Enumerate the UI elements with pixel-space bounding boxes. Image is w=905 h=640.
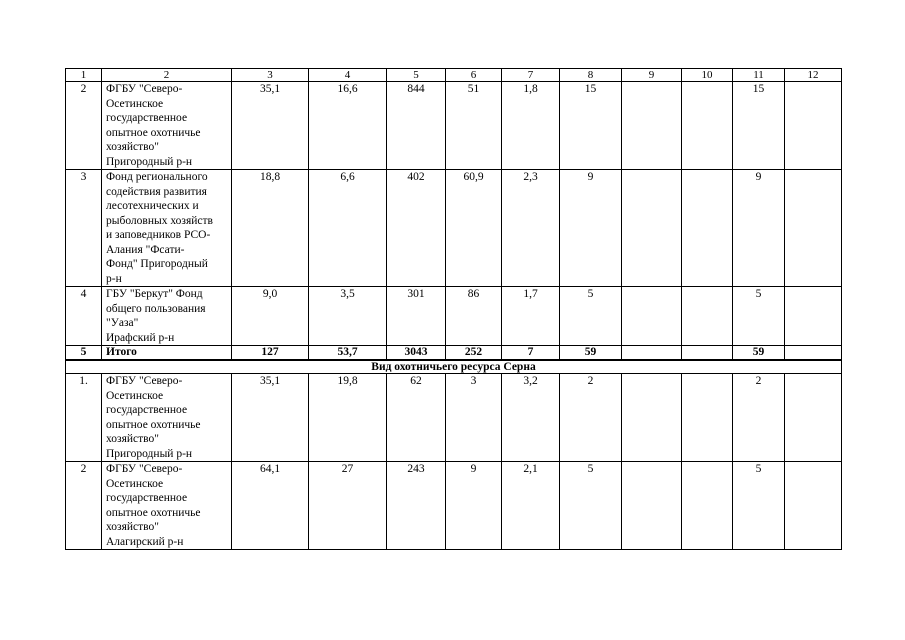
- value-cell: [682, 82, 733, 170]
- value-cell: 5: [733, 287, 785, 346]
- row-number-cell: 2: [66, 462, 102, 550]
- value-cell: 86: [446, 287, 502, 346]
- column-number-cell: 11: [733, 69, 785, 82]
- section-title: Вид охотничьего ресурса Серна: [66, 360, 842, 374]
- value-cell: 301: [387, 287, 446, 346]
- organization-name-line: Ирафский р-н: [106, 331, 175, 344]
- value-cell: 16,6: [309, 82, 387, 170]
- organization-name-line: и заповедников РСО-: [106, 229, 211, 241]
- value-cell: 64,1: [232, 462, 309, 550]
- total-value-cell: [682, 346, 733, 361]
- value-cell: 3,5: [309, 287, 387, 346]
- value-cell: 2,3: [502, 170, 560, 287]
- organization-name-line: Осетинское: [106, 97, 164, 110]
- value-cell: 35,1: [232, 82, 309, 170]
- total-value-cell: 127: [232, 346, 309, 361]
- table-row: [66, 462, 842, 550]
- column-number-cell: 1: [66, 69, 102, 82]
- value-cell: 18,8: [232, 170, 309, 287]
- organization-name-line: Фонд" Пригородный: [106, 258, 208, 270]
- value-cell: 3,2: [502, 374, 560, 462]
- row-number-cell: 3: [66, 170, 102, 287]
- organization-name-line: хозяйство": [106, 433, 159, 445]
- value-cell: [622, 462, 682, 550]
- value-cell: 9,0: [232, 287, 309, 346]
- value-cell: [785, 287, 842, 346]
- organization-name-line: опытное охотничье: [106, 126, 201, 139]
- value-cell: 2,1: [502, 462, 560, 550]
- total-value-cell: [622, 346, 682, 361]
- organization-name-cell: [102, 287, 232, 346]
- total-label: Итого: [102, 346, 232, 361]
- total-value-cell: 53,7: [309, 346, 387, 361]
- organization-name-line: Алагирский р-н: [106, 535, 184, 548]
- column-number-cell: 7: [502, 69, 560, 82]
- organization-name-line: государственное: [106, 404, 188, 416]
- value-cell: 51: [446, 82, 502, 170]
- value-cell: [622, 170, 682, 287]
- value-cell: [682, 170, 733, 287]
- value-cell: 15: [733, 82, 785, 170]
- organization-name-line: государственное: [106, 492, 188, 504]
- organization-name-line: общего пользования: [106, 302, 206, 315]
- value-cell: [622, 82, 682, 170]
- value-cell: 2: [560, 374, 622, 462]
- value-cell: 19,8: [309, 374, 387, 462]
- value-cell: [682, 374, 733, 462]
- organization-name-line: ФГБУ "Северо-: [106, 463, 183, 475]
- row-number-cell: 5: [66, 346, 102, 361]
- total-value-cell: 7: [502, 346, 560, 361]
- organization-name-line: опытное охотничье: [106, 418, 201, 431]
- value-cell: 243: [387, 462, 446, 550]
- organization-name-line: Пригородный р-н: [106, 155, 193, 168]
- organization-name-line: государственное: [106, 112, 188, 124]
- column-number-cell: 2: [102, 69, 232, 82]
- total-value-cell: 59: [733, 346, 785, 361]
- column-number-cell: 10: [682, 69, 733, 82]
- value-cell: [785, 462, 842, 550]
- value-cell: 15: [560, 82, 622, 170]
- column-number-cell: 4: [309, 69, 387, 82]
- column-number-row: [66, 69, 842, 82]
- organization-name-line: ФГБУ "Северо-: [106, 375, 183, 387]
- value-cell: 27: [309, 462, 387, 550]
- value-cell: 9: [446, 462, 502, 550]
- organization-name-line: "Уаза": [106, 317, 139, 329]
- value-cell: 3: [446, 374, 502, 462]
- value-cell: 35,1: [232, 374, 309, 462]
- organization-name-line: опытное охотничье: [106, 506, 201, 519]
- value-cell: 6,6: [309, 170, 387, 287]
- table-row: [66, 287, 842, 346]
- column-number-cell: 12: [785, 69, 842, 82]
- value-cell: [622, 287, 682, 346]
- section-row: [66, 360, 842, 374]
- organization-name-line: рыболовных хозяйств: [106, 214, 213, 227]
- document-page: [65, 68, 842, 550]
- column-number-cell: 8: [560, 69, 622, 82]
- value-cell: 5: [560, 462, 622, 550]
- organization-name-cell: [102, 374, 232, 462]
- value-cell: [785, 170, 842, 287]
- value-cell: 1,7: [502, 287, 560, 346]
- value-cell: 9: [560, 170, 622, 287]
- table-row: [66, 170, 842, 287]
- value-cell: 9: [733, 170, 785, 287]
- row-number-cell: 4: [66, 287, 102, 346]
- organization-name-line: р-н: [106, 272, 122, 285]
- table-row: [66, 374, 842, 462]
- column-number-cell: 6: [446, 69, 502, 82]
- organization-name-line: Осетинское: [106, 389, 164, 402]
- total-row: [66, 346, 842, 361]
- column-number-cell: 3: [232, 69, 309, 82]
- value-cell: [785, 82, 842, 170]
- organization-name-line: ГБУ "Беркут" Фонд: [106, 288, 203, 300]
- value-cell: 1,8: [502, 82, 560, 170]
- organization-name-line: Алания "Фсати-: [106, 243, 185, 256]
- value-cell: 62: [387, 374, 446, 462]
- column-number-cell: 9: [622, 69, 682, 82]
- row-number-cell: 1.: [66, 374, 102, 462]
- total-value-cell: [785, 346, 842, 361]
- organization-name-line: лесотехнических и: [106, 200, 199, 212]
- organization-name-cell: [102, 82, 232, 170]
- column-number-cell: 5: [387, 69, 446, 82]
- organization-name-line: хозяйство": [106, 521, 159, 533]
- total-value-cell: 59: [560, 346, 622, 361]
- total-value-cell: 3043: [387, 346, 446, 361]
- value-cell: [682, 287, 733, 346]
- organization-name-line: Пригородный р-н: [106, 447, 193, 460]
- value-cell: 2: [733, 374, 785, 462]
- value-cell: 5: [560, 287, 622, 346]
- value-cell: [785, 374, 842, 462]
- organization-name-line: хозяйство": [106, 141, 159, 153]
- organization-name-cell: [102, 462, 232, 550]
- table-row: [66, 82, 842, 170]
- hunting-resources-table: [65, 68, 842, 550]
- value-cell: 844: [387, 82, 446, 170]
- organization-name-line: ФГБУ "Северо-: [106, 83, 183, 95]
- value-cell: [682, 462, 733, 550]
- row-number-cell: 2: [66, 82, 102, 170]
- organization-name-line: содействия развития: [106, 185, 207, 198]
- total-value-cell: 252: [446, 346, 502, 361]
- value-cell: [622, 374, 682, 462]
- value-cell: 60,9: [446, 170, 502, 287]
- value-cell: 402: [387, 170, 446, 287]
- organization-name-line: Осетинское: [106, 477, 164, 490]
- organization-name-cell: [102, 170, 232, 287]
- value-cell: 5: [733, 462, 785, 550]
- organization-name-line: Фонд регионального: [106, 171, 208, 183]
